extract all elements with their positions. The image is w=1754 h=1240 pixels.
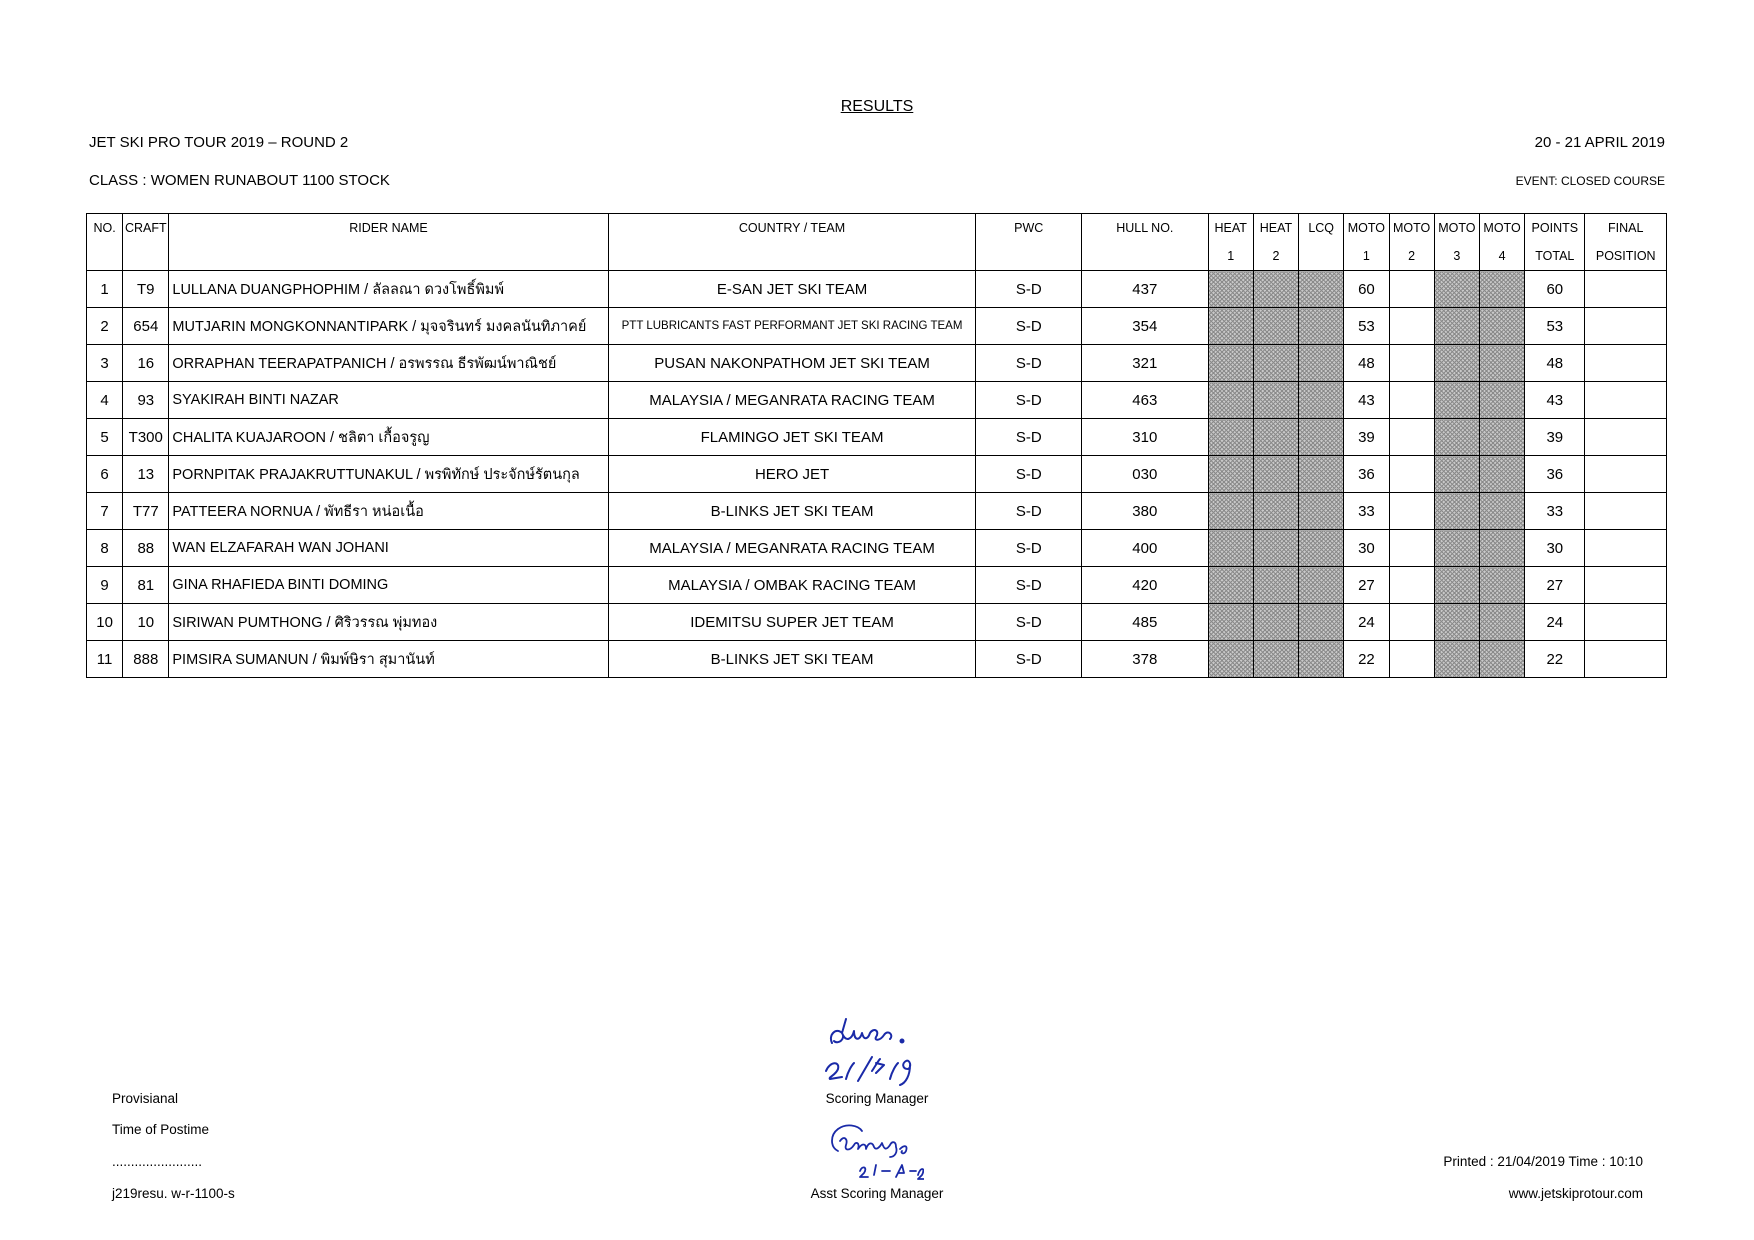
cell-pwc: S-D [976, 567, 1082, 604]
cell-hull-no: 321 [1082, 345, 1209, 382]
cell-country-team: B-LINKS JET SKI TEAM [608, 493, 976, 530]
event-dates: 20 - 21 APRIL 2019 [1534, 134, 1665, 151]
header-moto4-number: 4 [1479, 242, 1524, 271]
cell-points-total: 24 [1525, 604, 1585, 641]
header-heat1: HEAT [1208, 214, 1253, 243]
cell-moto4 [1479, 456, 1524, 493]
cell-hull-no: 030 [1082, 456, 1209, 493]
cell-moto1: 53 [1344, 308, 1389, 345]
cell-heat2 [1253, 604, 1298, 641]
cell-no: 2 [87, 308, 123, 345]
cell-hull-no: 400 [1082, 530, 1209, 567]
cell-final-position [1585, 271, 1667, 308]
cell-hull-no: 378 [1082, 641, 1209, 678]
header-pwc: PWC [976, 214, 1082, 243]
cell-heat1 [1208, 641, 1253, 678]
cell-points-total: 53 [1525, 308, 1585, 345]
cell-moto2 [1389, 567, 1434, 604]
cell-final-position [1585, 456, 1667, 493]
table-row [87, 604, 1667, 641]
cell-craft: T9 [123, 271, 169, 308]
cell-rider-name: SYAKIRAH BINTI NAZAR [169, 382, 608, 419]
cell-moto3 [1434, 641, 1479, 678]
cell-country-team: IDEMITSU SUPER JET TEAM [608, 604, 976, 641]
website: www.jetskiprotour.com [1508, 1186, 1643, 1201]
cell-moto3 [1434, 382, 1479, 419]
header-heat2: HEAT [1253, 214, 1298, 243]
cell-moto1: 27 [1344, 567, 1389, 604]
table-row [87, 308, 1667, 345]
header-moto1: MOTO [1344, 214, 1389, 243]
header-moto2-number: 2 [1389, 242, 1434, 271]
time-of-postime-label: Time of Postime [112, 1122, 210, 1137]
cell-rider-name: PATTEERA NORNUA / พัทธีรา หน่อเนื้อ [169, 493, 608, 530]
table-row [87, 456, 1667, 493]
cell-moto2 [1389, 308, 1434, 345]
cell-pwc: S-D [976, 456, 1082, 493]
cell-heat2 [1253, 271, 1298, 308]
header-lcq: LCQ [1299, 214, 1344, 243]
cell-hull-no: 463 [1082, 382, 1209, 419]
cell-points-total: 39 [1525, 419, 1585, 456]
cell-rider-name: WAN ELZAFARAH WAN JOHANI [169, 530, 608, 567]
cell-no: 7 [87, 493, 123, 530]
cell-craft: T77 [123, 493, 169, 530]
cell-final-position [1585, 604, 1667, 641]
cell-hull-no: 420 [1082, 567, 1209, 604]
header-final: FINAL [1585, 214, 1667, 243]
table-row [87, 530, 1667, 567]
table-row [87, 382, 1667, 419]
cell-country-team: FLAMINGO JET SKI TEAM [608, 419, 976, 456]
cell-lcq [1299, 271, 1344, 308]
header-country-team: COUNTRY / TEAM [608, 214, 976, 243]
cell-rider-name: CHALITA KUAJAROON / ชลิตา เกื้อจรูญ [169, 419, 608, 456]
cell-heat1 [1208, 271, 1253, 308]
header-craft: CRAFT [123, 214, 169, 243]
cell-final-position [1585, 308, 1667, 345]
cell-final-position [1585, 345, 1667, 382]
cell-heat2 [1253, 345, 1298, 382]
cell-rider-name: MUTJARIN MONGKONNANTIPARK / มุจจรินทร์ มงคลนันทิภาคย์ [169, 308, 608, 345]
table-row [87, 493, 1667, 530]
header-moto1-number: 1 [1344, 242, 1389, 271]
header-moto3-number: 3 [1434, 242, 1479, 271]
cell-moto4 [1479, 308, 1524, 345]
cell-heat1 [1208, 419, 1253, 456]
cell-points-total: 60 [1525, 271, 1585, 308]
cell-lcq [1299, 419, 1344, 456]
cell-moto3 [1434, 604, 1479, 641]
cell-moto2 [1389, 456, 1434, 493]
cell-points-total: 27 [1525, 567, 1585, 604]
cell-points-total: 30 [1525, 530, 1585, 567]
cell-lcq [1299, 345, 1344, 382]
cell-moto1: 48 [1344, 345, 1389, 382]
cell-pwc: S-D [976, 493, 1082, 530]
cell-pwc: S-D [976, 530, 1082, 567]
cell-moto1: 60 [1344, 271, 1389, 308]
cell-heat2 [1253, 419, 1298, 456]
cell-moto4 [1479, 641, 1524, 678]
cell-moto4 [1479, 604, 1524, 641]
cell-final-position [1585, 567, 1667, 604]
event-name: JET SKI PRO TOUR 2019 – ROUND 2 [89, 134, 349, 151]
cell-no: 4 [87, 382, 123, 419]
cell-country-team: PTT LUBRICANTS FAST PERFORMANT JET SKI RACING TEAM [608, 308, 976, 345]
cell-moto4 [1479, 345, 1524, 382]
cell-hull-no: 310 [1082, 419, 1209, 456]
cell-heat1 [1208, 493, 1253, 530]
cell-heat1 [1208, 382, 1253, 419]
cell-hull-no: 354 [1082, 308, 1209, 345]
cell-no: 10 [87, 604, 123, 641]
cell-no: 5 [87, 419, 123, 456]
header-heat2-number: 2 [1253, 242, 1298, 271]
cell-points-total: 36 [1525, 456, 1585, 493]
cell-pwc: S-D [976, 604, 1082, 641]
cell-points-total: 33 [1525, 493, 1585, 530]
cell-heat1 [1208, 604, 1253, 641]
cell-no: 11 [87, 641, 123, 678]
cell-pwc: S-D [976, 345, 1082, 382]
cell-lcq [1299, 382, 1344, 419]
cell-craft: 93 [123, 382, 169, 419]
cell-heat1 [1208, 345, 1253, 382]
cell-hull-no: 437 [1082, 271, 1209, 308]
cell-pwc: S-D [976, 641, 1082, 678]
header-heat1-number: 1 [1208, 242, 1253, 271]
cell-no: 3 [87, 345, 123, 382]
cell-craft: 16 [123, 345, 169, 382]
cell-craft: 654 [123, 308, 169, 345]
cell-lcq [1299, 641, 1344, 678]
cell-heat2 [1253, 641, 1298, 678]
cell-final-position [1585, 419, 1667, 456]
cell-final-position [1585, 493, 1667, 530]
cell-lcq [1299, 604, 1344, 641]
cell-moto2 [1389, 271, 1434, 308]
cell-points-total: 22 [1525, 641, 1585, 678]
cell-craft: T300 [123, 419, 169, 456]
cell-craft: 88 [123, 530, 169, 567]
postime-blank: ........................ [112, 1154, 203, 1169]
cell-pwc: S-D [976, 382, 1082, 419]
cell-rider-name: ORRAPHAN TEERAPATPANICH / อรพรรณ ธีรพัฒน์พาณิชย์ [169, 345, 608, 382]
cell-heat2 [1253, 456, 1298, 493]
cell-lcq [1299, 530, 1344, 567]
cell-country-team: B-LINKS JET SKI TEAM [608, 641, 976, 678]
cell-craft: 10 [123, 604, 169, 641]
cell-heat2 [1253, 530, 1298, 567]
table-row [87, 271, 1667, 308]
scoring-manager-label: Scoring Manager [825, 1091, 929, 1106]
cell-rider-name: PORNPITAK PRAJAKRUTTUNAKUL / พรพิทักษ์ ประจักษ์รัตนกุล [169, 456, 608, 493]
table-row [87, 641, 1667, 678]
cell-country-team: MALAYSIA / OMBAK RACING TEAM [608, 567, 976, 604]
event-type: EVENT: CLOSED COURSE [1515, 174, 1665, 188]
cell-pwc: S-D [976, 419, 1082, 456]
cell-moto1: 36 [1344, 456, 1389, 493]
cell-moto3 [1434, 493, 1479, 530]
cell-final-position [1585, 382, 1667, 419]
cell-no: 9 [87, 567, 123, 604]
cell-moto4 [1479, 493, 1524, 530]
cell-country-team: E-SAN JET SKI TEAM [608, 271, 976, 308]
cell-moto2 [1389, 530, 1434, 567]
cell-final-position [1585, 641, 1667, 678]
cell-lcq [1299, 493, 1344, 530]
table-row [87, 419, 1667, 456]
cell-moto3 [1434, 567, 1479, 604]
cell-heat1 [1208, 530, 1253, 567]
cell-moto1: 43 [1344, 382, 1389, 419]
cell-hull-no: 380 [1082, 493, 1209, 530]
cell-moto2 [1389, 641, 1434, 678]
scoring-manager-signature [818, 1013, 928, 1091]
cell-country-team: MALAYSIA / MEGANRATA RACING TEAM [608, 382, 976, 419]
cell-moto1: 30 [1344, 530, 1389, 567]
cell-moto2 [1389, 604, 1434, 641]
header-no: NO. [87, 214, 123, 243]
header-points-total: TOTAL [1525, 242, 1585, 271]
cell-moto4 [1479, 382, 1524, 419]
asst-scoring-manager-label: Asst Scoring Manager [810, 1186, 944, 1201]
header-moto3: MOTO [1434, 214, 1479, 243]
cell-moto3 [1434, 456, 1479, 493]
cell-craft: 81 [123, 567, 169, 604]
file-code: j219resu. w-r-1100-s [112, 1186, 235, 1201]
cell-lcq [1299, 308, 1344, 345]
cell-points-total: 48 [1525, 345, 1585, 382]
cell-rider-name: LULLANA DUANGPHOPHIM / ลัลลณา ดวงโพธิ์พิมพ์ [169, 271, 608, 308]
cell-moto4 [1479, 271, 1524, 308]
header-points: POINTS [1525, 214, 1585, 243]
cell-moto1: 39 [1344, 419, 1389, 456]
cell-heat2 [1253, 308, 1298, 345]
cell-pwc: S-D [976, 308, 1082, 345]
cell-rider-name: PIMSIRA SUMANUN / พิมพ์ษิรา สุมานันท์ [169, 641, 608, 678]
asst-scoring-manager-signature [824, 1117, 924, 1191]
cell-moto4 [1479, 567, 1524, 604]
cell-moto2 [1389, 493, 1434, 530]
cell-moto1: 33 [1344, 493, 1389, 530]
cell-heat2 [1253, 382, 1298, 419]
header-moto2: MOTO [1389, 214, 1434, 243]
class-name: CLASS : WOMEN RUNABOUT 1100 STOCK [89, 172, 390, 189]
cell-rider-name: GINA RHAFIEDA BINTI DOMING [169, 567, 608, 604]
cell-moto2 [1389, 345, 1434, 382]
cell-lcq [1299, 567, 1344, 604]
cell-heat1 [1208, 456, 1253, 493]
results-table [86, 213, 1667, 678]
cell-moto1: 22 [1344, 641, 1389, 678]
table-row [87, 345, 1667, 382]
cell-heat1 [1208, 308, 1253, 345]
cell-rider-name: SIRIWAN PUMTHONG / ศิริวรรณ พุ่มทอง [169, 604, 608, 641]
cell-country-team: MALAYSIA / MEGANRATA RACING TEAM [608, 530, 976, 567]
cell-heat2 [1253, 567, 1298, 604]
printed-timestamp: Printed : 21/04/2019 Time : 10:10 [1443, 1154, 1643, 1169]
cell-hull-no: 485 [1082, 604, 1209, 641]
cell-craft: 13 [123, 456, 169, 493]
cell-final-position [1585, 530, 1667, 567]
cell-moto2 [1389, 382, 1434, 419]
header-rider-name: RIDER NAME [169, 214, 608, 243]
cell-craft: 888 [123, 641, 169, 678]
cell-moto3 [1434, 271, 1479, 308]
table-row [87, 567, 1667, 604]
cell-no: 8 [87, 530, 123, 567]
cell-moto3 [1434, 345, 1479, 382]
header-hull-no: HULL NO. [1082, 214, 1209, 243]
cell-heat1 [1208, 567, 1253, 604]
cell-moto4 [1479, 530, 1524, 567]
cell-no: 1 [87, 271, 123, 308]
header-final-position: POSITION [1585, 242, 1667, 271]
page-title: RESULTS [840, 98, 914, 115]
provisional-label: Provisianal [112, 1091, 179, 1106]
cell-moto2 [1389, 419, 1434, 456]
cell-moto3 [1434, 308, 1479, 345]
cell-lcq [1299, 456, 1344, 493]
cell-no: 6 [87, 456, 123, 493]
cell-points-total: 43 [1525, 382, 1585, 419]
cell-moto4 [1479, 419, 1524, 456]
cell-pwc: S-D [976, 271, 1082, 308]
cell-heat2 [1253, 493, 1298, 530]
cell-moto3 [1434, 530, 1479, 567]
cell-country-team: HERO JET [608, 456, 976, 493]
header-moto4: MOTO [1479, 214, 1524, 243]
cell-moto3 [1434, 419, 1479, 456]
cell-moto1: 24 [1344, 604, 1389, 641]
cell-country-team: PUSAN NAKONPATHOM JET SKI TEAM [608, 345, 976, 382]
